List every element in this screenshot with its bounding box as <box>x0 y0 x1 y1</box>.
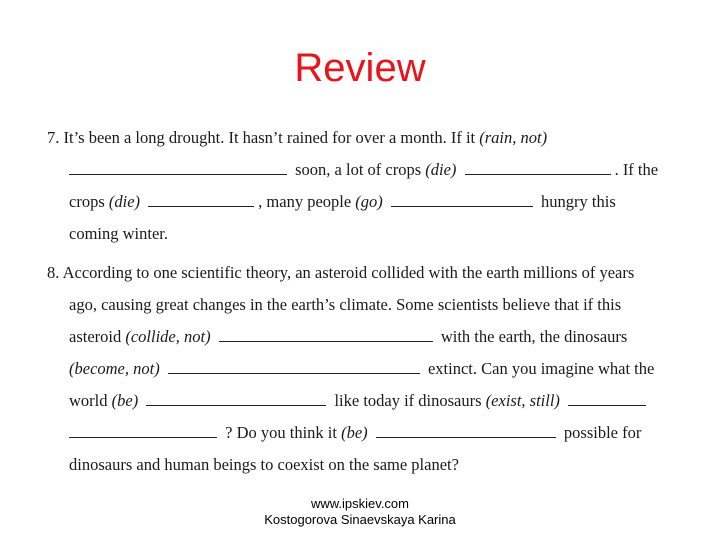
q7-line-3 <box>69 191 616 213</box>
q8-line-2: ago, causing great changes in the earth’s climate. Some scientists believe that if this <box>69 295 622 314</box>
answer-blank[interactable] <box>69 160 287 175</box>
footer-author: Kostogorova Sinaevskaya Karina <box>264 512 456 527</box>
q7-text-3: . If the <box>614 160 659 179</box>
slide-title: Review <box>294 46 426 90</box>
q8-text-4: world <box>69 391 108 410</box>
q8-text-5: like today if dinosaurs <box>334 391 482 410</box>
q7-text-5: , many people <box>258 192 352 211</box>
answer-blank[interactable] <box>148 192 254 207</box>
q8-text-6: ? Do you think it <box>225 423 337 442</box>
q7-text-4: crops <box>69 192 105 211</box>
q7-text-1: 7. It’s been a long drought. It hasn’t rained for over a month. If it <box>47 128 476 147</box>
answer-blank[interactable] <box>69 423 217 438</box>
q8-text-3: extinct. Can you imagine what the <box>427 359 655 378</box>
q8-line-1: 8. According to one scientific theory, an asteroid collided with the earth millions of years <box>47 263 635 282</box>
answer-blank[interactable] <box>568 391 646 406</box>
answer-blank[interactable] <box>219 327 433 342</box>
q7-verb-hint-die: (die) <box>425 160 457 179</box>
q8-line-3 <box>69 326 627 348</box>
q8-text-7: possible for <box>563 423 642 442</box>
q8-line-6 <box>69 422 641 444</box>
q7-text-6: hungry this <box>541 192 616 211</box>
q8-text-2: with the earth, the dinosaurs <box>440 327 628 346</box>
q7-line-1 <box>47 127 547 149</box>
q8-line-5 <box>69 390 650 412</box>
q8-verb-hint-exist: (exist, still) <box>485 391 560 410</box>
q8-verb-hint-be: (be) <box>111 391 139 410</box>
q8-line-4 <box>69 358 654 380</box>
answer-blank[interactable] <box>376 423 556 438</box>
q8-verb-hint-collide: (collide, not) <box>125 327 211 346</box>
answer-blank[interactable] <box>391 192 533 207</box>
q8-verb-hint-be-2: (be) <box>341 423 368 442</box>
q8-verb-hint-become: (become, not) <box>69 359 160 378</box>
q7-verb-hint-go: (go) <box>355 192 383 211</box>
answer-blank[interactable] <box>168 359 420 374</box>
slide-footer <box>0 496 720 528</box>
q7-text-2: soon, a lot of crops <box>295 160 422 179</box>
q8-line-7: dinosaurs and human beings to coexist on the same planet? <box>69 455 459 474</box>
q7-line-4: coming winter. <box>69 224 168 243</box>
q7-verb-hint-die-2: (die) <box>108 192 141 211</box>
q8-text-1: asteroid <box>69 327 122 346</box>
answer-blank[interactable] <box>465 160 611 175</box>
footer-url: www.ipskiev.com <box>310 496 409 511</box>
q7-line-2 <box>69 159 658 181</box>
q7-verb-hint-rain: (rain, not) <box>479 128 548 147</box>
answer-blank[interactable] <box>146 391 326 406</box>
